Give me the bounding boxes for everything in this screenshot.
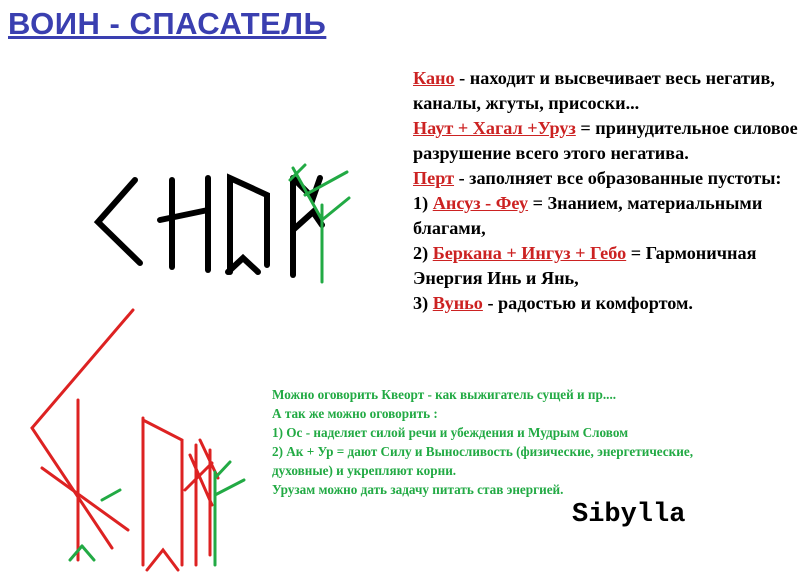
berkana-prefix: 2) xyxy=(413,243,433,263)
ansuz-desc: = Знанием, материальными благами, xyxy=(413,193,763,238)
naut-rune-stroke xyxy=(160,210,208,220)
pert-desc: - заполняет все образованные пустоты: xyxy=(454,168,782,188)
hagal-red-top xyxy=(147,550,178,570)
pert-name: Перт xyxy=(413,168,455,188)
note-line: 1) Ос - наделяет силой речи и убеждения и Мудрым Словом xyxy=(272,425,629,440)
note-line: 2) Ак + Ур = дают Силу и Выносливость (физические, энергетические, xyxy=(272,444,694,459)
kano-rune-red xyxy=(32,310,133,548)
naut-line xyxy=(413,116,798,166)
ansuz-prefix: 1) xyxy=(413,193,433,213)
naut-desc: = принудительное силовое разрушение всего этого негатива. xyxy=(413,118,798,163)
berkana-desc: = Гармоничная Энергия Инь и Янь, xyxy=(413,243,757,288)
vunyo-name: Вуньо xyxy=(432,293,483,313)
note-line: Можно оговорить Квеорт - как выжигатель сущей и пр.... xyxy=(272,387,617,402)
vunyo-line xyxy=(413,291,798,316)
red-rune-stave xyxy=(32,310,218,570)
notes-block xyxy=(272,385,800,499)
page-title: ВОИН - СПАСАТЕЛЬ xyxy=(8,6,327,41)
note-line: Урузам можно дать задачу питать став энергией. xyxy=(272,482,564,497)
naut-red-stroke xyxy=(42,468,128,530)
note-line: А так же можно оговорить : xyxy=(272,406,438,421)
berkana-line xyxy=(413,241,798,291)
kano-rune xyxy=(98,180,140,263)
vunyo-desc: - радостью и комфортом. xyxy=(482,293,693,313)
berkana-name: Беркана + Ингуз + Гебо xyxy=(432,243,627,263)
uruz-red xyxy=(143,420,182,565)
kano-name: Кано xyxy=(413,68,455,88)
kano-desc: - находит и высвечивает весь негатив, каналы, жгуты, присоски... xyxy=(413,68,775,113)
signature: Sibylla xyxy=(572,500,686,530)
rune-description xyxy=(413,66,798,316)
ansuz-name: Ансуз - Феу xyxy=(432,193,529,213)
naut-name: Наут + Хагал +Уруз xyxy=(413,118,576,138)
kano-line xyxy=(413,66,798,116)
black-rune-stave xyxy=(98,178,322,275)
ansuz-line xyxy=(413,191,798,241)
pert-line xyxy=(413,166,798,191)
vunyo-prefix: 3) xyxy=(413,293,433,313)
note-line: духовные) и укрепляют корни. xyxy=(272,463,457,478)
uruz-rune xyxy=(230,178,267,272)
